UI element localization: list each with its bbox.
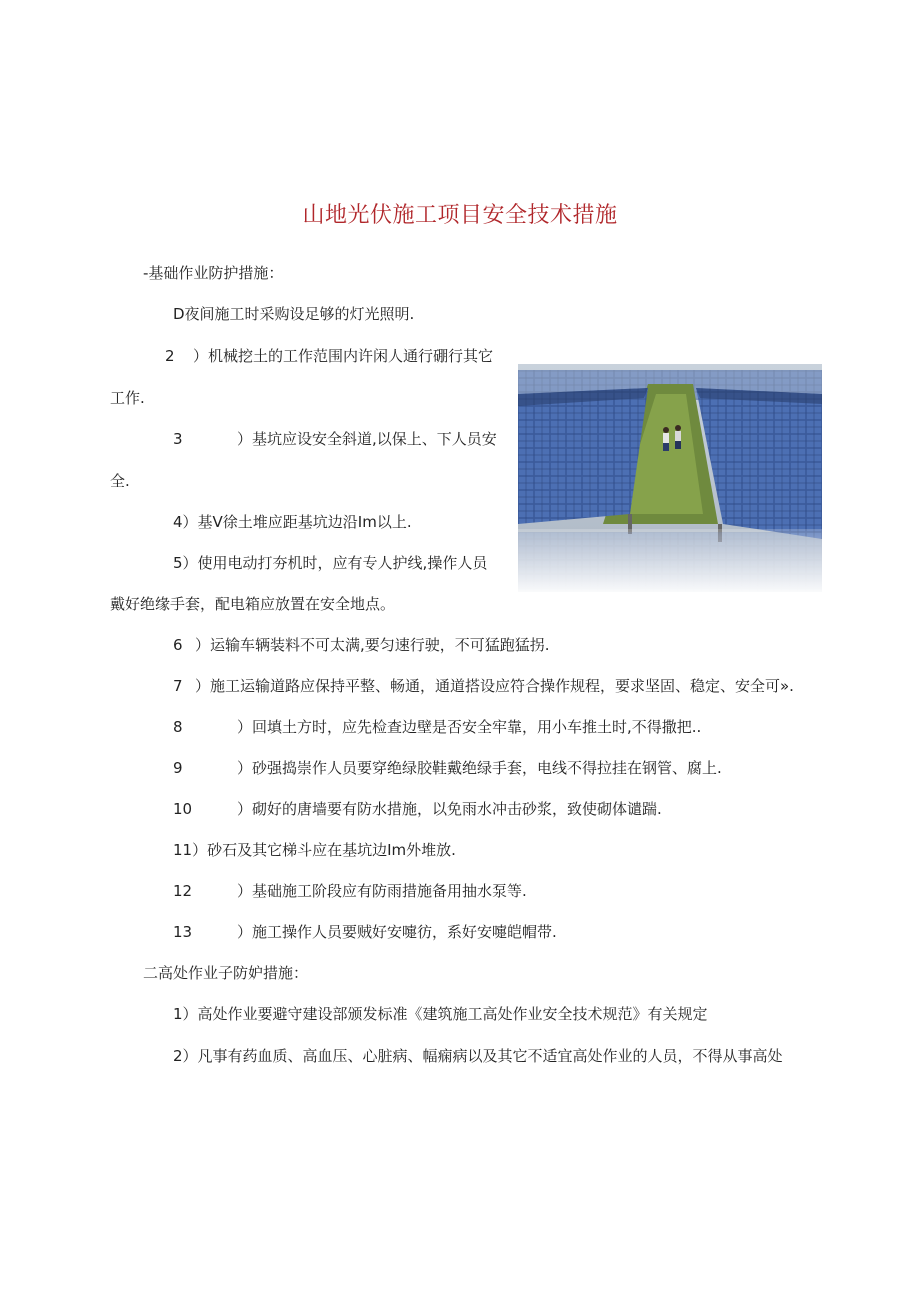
item-number: 13 xyxy=(173,923,193,941)
item-text: ）砌好的唐墙要有防水措施，以免雨水冲击砂浆，致使砌体谴踹. xyxy=(237,800,662,818)
solar-panel-field-photo xyxy=(518,364,822,592)
item-text: ）基坑应设安全斜道,以保上、下人员安 xyxy=(237,430,497,448)
list-item xyxy=(173,758,722,778)
list-item: 5）使用电动打夯机时，应有专人护线,操作人员 xyxy=(173,554,488,572)
item-number: 8 xyxy=(173,718,183,736)
list-item xyxy=(165,346,493,366)
item-number: 3 xyxy=(173,430,183,448)
list-item xyxy=(173,881,527,901)
list-item xyxy=(173,799,662,819)
list-item-continuation: 工作. xyxy=(110,389,145,407)
item-number: 10 xyxy=(173,800,193,818)
item-text: ）施工运输道路应保持平整、畅通，通道搭设应符合操作规程，要求坚固、稳定、安全可». xyxy=(195,677,794,695)
item-number: 12 xyxy=(173,882,193,900)
list-item xyxy=(173,676,794,696)
section2-heading: 二高处作业子防妒措施： xyxy=(143,964,309,982)
list-item xyxy=(173,717,701,737)
list-item-continuation: 全. xyxy=(110,472,130,490)
list-item xyxy=(173,635,550,655)
list-item xyxy=(173,922,557,942)
item-text: ）基础施工阶段应有防雨措施备用抽水泵等. xyxy=(237,882,527,900)
item-text: ）砂强捣崇作人员要穿绝绿胶鞋戴绝绿手套，电线不得拉挂在钢管、腐上. xyxy=(237,759,722,777)
section1-heading: -基础作业防护措施： xyxy=(143,264,284,282)
item-number: 2 xyxy=(165,347,175,365)
item-text: ）回填土方时，应先检查边壁是否安全牢靠，用小车推土时,不得撒把.. xyxy=(237,718,702,736)
item-number: 6 xyxy=(173,636,183,654)
item-text: ）运输车辆装料不可太满,要匀速行驶，不可猛跑猛拐. xyxy=(195,636,550,654)
list-item: D夜间施工时采购设足够的灯光照明. xyxy=(173,305,415,323)
item-text: ）机械挖土的工作范围内许闲人通行硼行其它 xyxy=(193,347,494,365)
list-item-continuation: 戴好绝缘手套，配电箱应放置在安全地点。 xyxy=(110,595,396,613)
document-title: 山地光伏施工项目安全技术措施 xyxy=(302,203,618,228)
item-number: 7 xyxy=(173,677,183,695)
item-number: 9 xyxy=(173,759,183,777)
list-item xyxy=(173,429,497,449)
item-text: ）施工操作人员要贼好安嚏彷，系好安嚏皑帽带. xyxy=(237,923,557,941)
list-item: 2）凡事有药血质、高血压、心脏病、幅痫病以及其它不适宜高处作业的人员，不得从事高处 xyxy=(173,1047,783,1065)
list-item: 11）砂石及其它梯斗应在基坑边Im外堆放. xyxy=(173,841,456,859)
list-item: 4）基V徐土堆应距基坑边沿Im以上. xyxy=(173,513,412,531)
list-item: 1）高处作业要避守建设部颁发标准《建筑施工高处作业安全技术规范》有关规定 xyxy=(173,1005,708,1023)
